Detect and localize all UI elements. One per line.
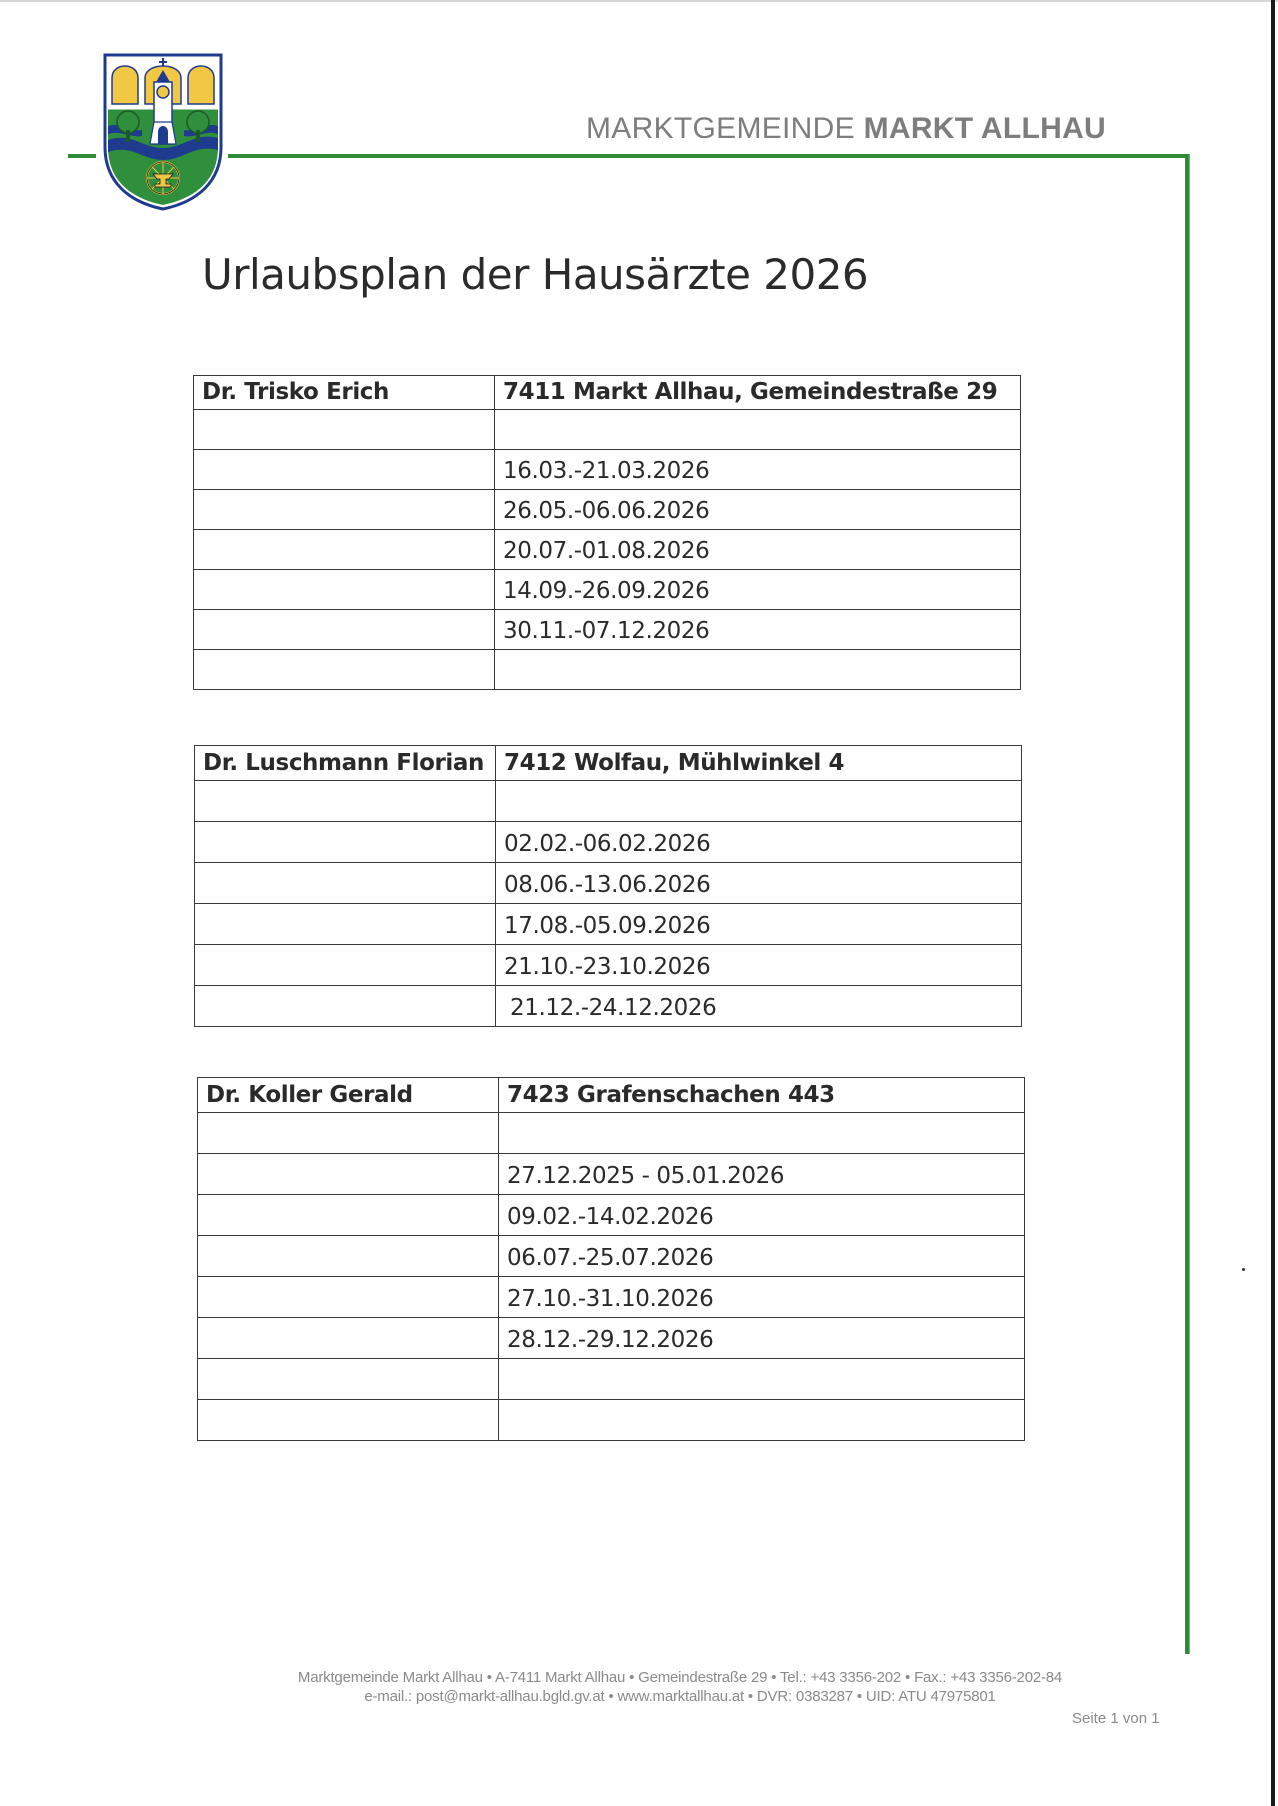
empty-cell [194, 610, 495, 650]
vacation-period: 09.02.-14.02.2026 [499, 1195, 1025, 1236]
vacation-period: 21.12.-24.12.2026 [496, 986, 1022, 1027]
doctor-table-luschmann [194, 745, 1022, 1027]
vacation-period: 08.06.-13.06.2026 [496, 863, 1022, 904]
empty-cell [198, 1359, 499, 1400]
municipality-prefix: MARKTGEMEINDE [586, 112, 855, 145]
empty-cell [198, 1318, 499, 1359]
empty-cell [195, 822, 496, 863]
empty-cell [195, 863, 496, 904]
doctor-table-koller [197, 1077, 1025, 1441]
vacation-period: 02.02.-06.02.2026 [496, 822, 1022, 863]
empty-cell [198, 1113, 499, 1154]
table-row [195, 781, 1022, 822]
table-row [198, 1400, 1025, 1441]
doctor-name: Dr. Trisko Erich [194, 376, 495, 410]
coat-of-arms-icon [102, 52, 224, 212]
table-header-row [198, 1078, 1025, 1113]
page-number: Seite 1 von 1 [1072, 1710, 1160, 1727]
empty-cell [195, 904, 496, 945]
table-row [198, 1195, 1025, 1236]
doctor-address: 7423 Grafenschachen 443 [499, 1078, 1025, 1113]
table-row [198, 1318, 1025, 1359]
scan-edge-right [1271, 0, 1275, 1806]
empty-cell [194, 450, 495, 490]
scan-edge-top [0, 0, 1278, 2]
empty-cell [194, 530, 495, 570]
vacation-period [495, 410, 1021, 450]
empty-cell [194, 410, 495, 450]
table-row [194, 530, 1021, 570]
table-row [198, 1113, 1025, 1154]
municipality-name-bold: MARKT ALLHAU [863, 112, 1107, 145]
table-row [195, 863, 1022, 904]
empty-cell [195, 986, 496, 1027]
vacation-period: 16.03.-21.03.2026 [495, 450, 1021, 490]
header-rule-left [68, 154, 96, 158]
empty-cell [195, 781, 496, 822]
table-header-row [194, 376, 1021, 410]
vacation-period: 14.09.-26.09.2026 [495, 570, 1021, 610]
vacation-period: 28.12.-29.12.2026 [499, 1318, 1025, 1359]
table-row [194, 450, 1021, 490]
table-row [195, 945, 1022, 986]
municipality-name [586, 112, 1106, 146]
vacation-period: 21.10.-23.10.2026 [496, 945, 1022, 986]
doctor-name: Dr. Luschmann Florian [195, 746, 496, 781]
doctor-table-trisko [193, 375, 1021, 690]
empty-cell [194, 490, 495, 530]
empty-cell [198, 1195, 499, 1236]
vacation-period: 20.07.-01.08.2026 [495, 530, 1021, 570]
table-row [195, 986, 1022, 1027]
table-row [198, 1154, 1025, 1195]
vacation-period: 06.07.-25.07.2026 [499, 1236, 1025, 1277]
footer-contact-line: e-mail.: post@markt-allhau.bgld.gv.at • www.marktallhau.at • DVR: 0383287 • UID: ATU 47975801 [364, 1688, 996, 1705]
table-row [194, 410, 1021, 450]
vacation-period [495, 650, 1021, 690]
empty-cell [198, 1236, 499, 1277]
empty-cell [194, 650, 495, 690]
table-row [194, 570, 1021, 610]
vacation-period: 26.05.-06.06.2026 [495, 490, 1021, 530]
empty-cell [195, 945, 496, 986]
vacation-period: 30.11.-07.12.2026 [495, 610, 1021, 650]
empty-cell [198, 1154, 499, 1195]
table-row [195, 904, 1022, 945]
table-row [195, 822, 1022, 863]
doctor-address: 7411 Markt Allhau, Gemeindestraße 29 [495, 376, 1021, 410]
doctor-name: Dr. Koller Gerald [198, 1078, 499, 1113]
table-row [198, 1277, 1025, 1318]
footer-address-line: Marktgemeinde Markt Allhau • A-7411 Markt Allhau • Gemeindestraße 29 • Tel.: +43 3356-202 • Fax.: +43 3356-202-84 [297, 1669, 1063, 1686]
table-row [198, 1236, 1025, 1277]
page-title: Urlaubsplan der Hausärzte 2026 [202, 250, 869, 299]
doctor-address: 7412 Wolfau, Mühlwinkel 4 [496, 746, 1022, 781]
header-rule [228, 154, 1190, 158]
table-row [194, 650, 1021, 690]
vacation-period: 17.08.-05.09.2026 [496, 904, 1022, 945]
vacation-period: 27.12.2025 - 05.01.2026 [499, 1154, 1025, 1195]
table-row [194, 610, 1021, 650]
vacation-period [499, 1400, 1025, 1441]
table-header-row [195, 746, 1022, 781]
margin-rule-right [1185, 154, 1190, 1654]
empty-cell [198, 1277, 499, 1318]
empty-cell [194, 570, 495, 610]
vacation-period [496, 781, 1022, 822]
vacation-period [499, 1359, 1025, 1400]
empty-cell [198, 1400, 499, 1441]
footer [0, 1668, 1240, 1706]
scan-speck [1242, 1268, 1245, 1271]
vacation-period: 27.10.-31.10.2026 [499, 1277, 1025, 1318]
table-row [194, 490, 1021, 530]
table-row [198, 1359, 1025, 1400]
vacation-period [499, 1113, 1025, 1154]
